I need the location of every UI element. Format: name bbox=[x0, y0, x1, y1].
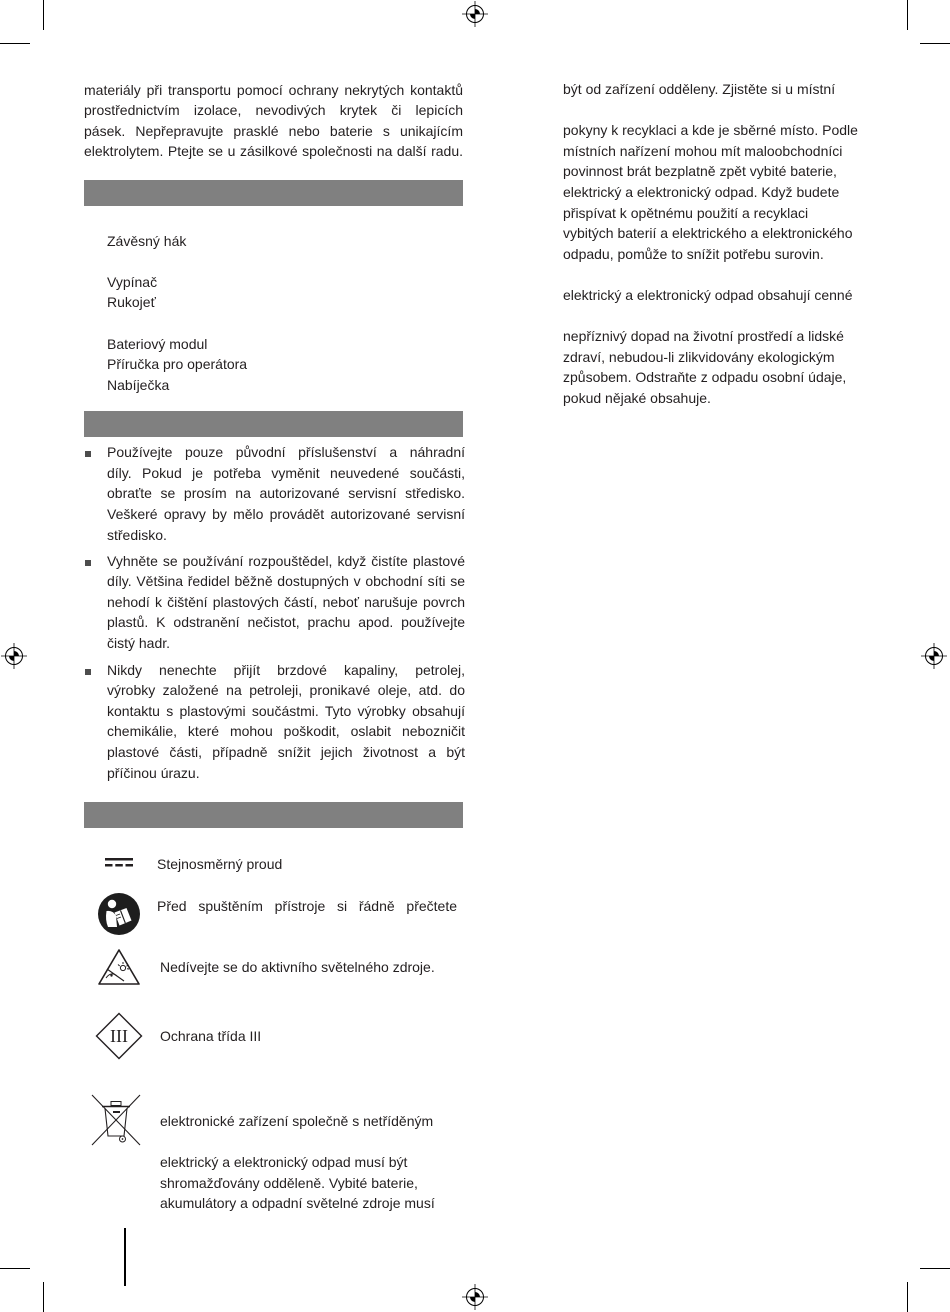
bullet-line: příčinou úrazu. bbox=[107, 765, 200, 781]
section-header-bar bbox=[84, 411, 463, 437]
right-column-line: elektrický a elektronický odpad. Když budete bbox=[563, 184, 840, 200]
weee-text-line: elektrický a elektronický odpad musí být bbox=[160, 1154, 408, 1170]
intro-line: prostřednictvím izolace, nevodivých krytek či lepicích bbox=[84, 102, 463, 118]
symbol-description: Nedívejte se do aktivního světelného zdroje. bbox=[160, 959, 435, 975]
bullet-line: plastové části, případně snížit jejich životnost a být bbox=[107, 744, 465, 760]
registration-mark-icon bbox=[462, 1, 488, 27]
crop-mark-bottom-right-v bbox=[907, 1282, 908, 1312]
bullet-line: čistý hadr. bbox=[107, 635, 171, 651]
right-column-line: způsobem. Odstraňte z odpadu osobní údaje, bbox=[563, 369, 847, 385]
right-column-line: přispívat k opětnému použití a recyklaci bbox=[563, 205, 809, 221]
do-not-stare-light-icon bbox=[97, 947, 141, 987]
right-column-line: být od zařízení odděleny. Zjistěte si u místní bbox=[563, 81, 836, 97]
crop-mark-bottom-right-h bbox=[920, 1268, 950, 1269]
bullet-line: plastů. K odstranění nečistot, prachu apod. používejte bbox=[107, 614, 465, 630]
section-header-bar bbox=[84, 802, 463, 828]
right-column-line: pokud nějaké obsahuje. bbox=[563, 390, 711, 406]
bullet-line: chemikálie, které mohou poškodit, oslabit nebozničit bbox=[107, 723, 465, 739]
dc-current-icon bbox=[104, 856, 134, 870]
bullet-marker bbox=[85, 560, 91, 566]
margin-rule bbox=[124, 1228, 126, 1286]
intro-line: pásek. Nepřepravujte prasklé nebo baterie s unikajícím bbox=[84, 123, 463, 139]
crop-mark-bottom-left-v bbox=[43, 1282, 44, 1312]
bullet-line: Nikdy nenechte přijít brzdové kapaliny, petrolej, bbox=[107, 662, 465, 678]
bullet-marker bbox=[85, 451, 91, 457]
bullet-line: kontaktu s plastovými součástmi. Tyto výrobky obsahují bbox=[107, 703, 465, 719]
crop-mark-top-left-v bbox=[43, 0, 44, 30]
bullet-line: obraťte se prosím na autorizované servisní středisko. bbox=[107, 485, 465, 501]
parts-list-item: Závěsný hák bbox=[107, 233, 187, 249]
bullet-marker bbox=[85, 669, 91, 675]
bullet-line: středisko. bbox=[107, 527, 167, 543]
right-column-line: zdraví, nebudou-li zlikvidovány ekologickým bbox=[563, 349, 835, 365]
right-column-line: nepříznivý dopad na životní prostředí a lidské bbox=[563, 328, 844, 344]
crossed-bin-icon bbox=[89, 1092, 143, 1148]
right-column-line: elektrický a elektronický odpad obsahují cenné bbox=[563, 287, 853, 303]
crop-mark-bottom-left-h bbox=[0, 1268, 30, 1269]
right-column-line: místních nařízení mohou mít maloobchodníci bbox=[563, 143, 843, 159]
symbol-description: Stejnosměrný proud bbox=[157, 856, 283, 872]
parts-list-item: Vypínač bbox=[107, 274, 158, 290]
bullet-line: díly. Většina ředidel běžně dostupných v obchodní síti se bbox=[107, 573, 465, 589]
parts-list-item: Příručka pro operátora bbox=[107, 356, 248, 372]
bullet-line: díly. Pokud je potřeba vyměnit neuvedené součásti, bbox=[107, 465, 465, 481]
right-column-line: pokyny k recyklaci a kde je sběrné místo. Podle bbox=[563, 122, 858, 138]
bullet-line: Vyhněte se používání rozpouštědel, když čistíte plastové bbox=[107, 553, 465, 569]
registration-mark-icon bbox=[462, 1284, 488, 1310]
parts-list-item: Nabíječka bbox=[107, 377, 170, 393]
symbol-description: Ochrana třída III bbox=[160, 1028, 262, 1044]
bullet-line: Veškeré opravy by mělo provádět autorizované servisní bbox=[107, 506, 465, 522]
protection-class-iii-icon bbox=[95, 1012, 143, 1060]
symbol-description: elektronické zařízení společně s netříděným bbox=[160, 1113, 434, 1129]
section-header-bar bbox=[84, 180, 463, 206]
registration-mark-icon bbox=[921, 643, 947, 669]
read-manual-icon bbox=[97, 892, 141, 936]
parts-list-item: Rukojeť bbox=[107, 294, 156, 310]
crop-mark-top-right-v bbox=[907, 0, 908, 30]
right-column-line: odpadu, pomůže to snížit potřebu surovin. bbox=[563, 246, 824, 262]
protection-class-mark: III bbox=[110, 1026, 128, 1046]
intro-line: elektrolytem. Ptejte se u zásilkové společnosti na další radu. bbox=[84, 143, 463, 159]
bullet-line: výrobky založené na petroleji, pronikavé oleje, atd. do bbox=[107, 682, 465, 698]
right-column-line: vybitých baterií a elektrického a elektronického bbox=[563, 225, 853, 241]
bullet-line: Používejte pouze původní příslušenství a náhradní bbox=[107, 444, 465, 460]
symbol-description: Před spuštěním přístroje si řádně přečtete bbox=[157, 898, 457, 914]
right-column-line: povinnost brát bezplatně zpět vybité baterie, bbox=[563, 163, 837, 179]
registration-mark-icon bbox=[1, 643, 27, 669]
intro-line: materiály při transportu pomocí ochrany nekrytých kontaktů bbox=[84, 82, 463, 98]
weee-text-line: akumulátory a odpadní světelné zdroje musí bbox=[160, 1195, 435, 1211]
weee-text-line: shromažďovány odděleně. Vybité baterie, bbox=[160, 1175, 418, 1191]
crop-mark-top-right-h bbox=[920, 43, 950, 44]
crop-mark-top-left-h bbox=[0, 43, 30, 44]
bullet-line: nehodí k čištění plastových částí, neboť narušuje povrch bbox=[107, 594, 465, 610]
parts-list-item: Bateriový modul bbox=[107, 336, 208, 352]
